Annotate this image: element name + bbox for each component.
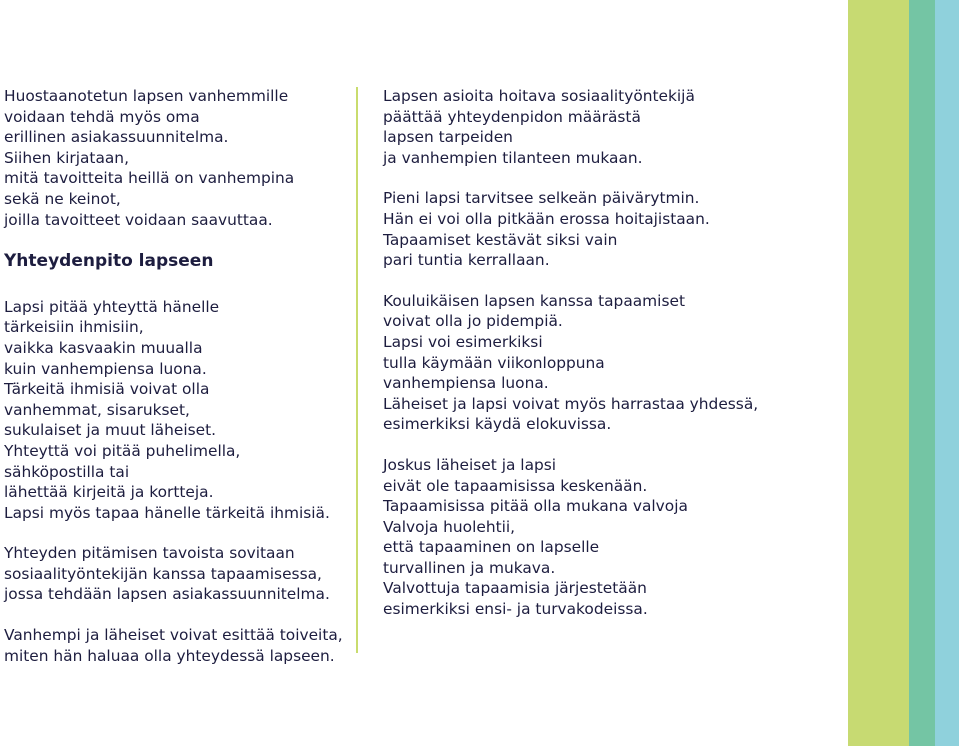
text-line: kuin vanhempiensa luona. — [4, 359, 207, 378]
decorative-stripe-teal — [909, 0, 935, 746]
text-line: Siihen kirjataan, — [4, 148, 129, 167]
text-line: lapsen tarpeiden — [383, 128, 513, 147]
text-line: esimerkiksi käydä elokuvissa. — [383, 415, 612, 434]
text-line: Valvoja huolehtii, — [383, 517, 516, 536]
intro-paragraph — [4, 86, 346, 230]
text-line: Lapsi myös tapaa hänelle tärkeitä ihmisiä. — [4, 503, 330, 522]
text-line: Kouluikäisen lapsen kanssa tapaamiset — [383, 291, 685, 310]
text-line: Tärkeitä ihmisiä voivat olla — [4, 380, 210, 399]
text-line: tulla käymään viikonloppuna — [383, 353, 605, 372]
text-line: Yhteyden pitämisen tavoista sovitaan — [4, 544, 295, 563]
text-line: Huostaanotetun lapsen vanhemmille — [4, 87, 289, 105]
wishes-paragraph — [4, 625, 346, 666]
text-line: turvallinen ja mukava. — [383, 558, 556, 577]
text-line: Tapaamiset kestävät siksi vain — [383, 230, 618, 249]
right-column — [383, 86, 813, 620]
small-child-paragraph — [383, 188, 813, 270]
text-line: voivat olla jo pidempiä. — [383, 312, 563, 331]
text-line: Vanhempi ja läheiset voivat esittää toiveita, — [4, 626, 343, 645]
text-line: Pieni lapsi tarvitsee selkeän päivärytmin. — [383, 189, 700, 208]
text-line: Hän ei voi olla pitkään erossa hoitajistaan. — [383, 209, 710, 228]
text-line: päättää yhteydenpidon määrästä — [383, 107, 641, 126]
contact-paragraph — [4, 297, 346, 524]
text-line: vanhemmat, sisarukset, — [4, 400, 190, 419]
text-line: sekä ne keinot, — [4, 189, 121, 208]
supervised-meetings-paragraph — [383, 455, 813, 620]
text-line: tärkeisiin ihmisiin, — [4, 318, 144, 337]
text-line: Lapsi pitää yhteyttä hänelle — [4, 297, 220, 316]
text-line: sukulaiset ja muut läheiset. — [4, 421, 217, 440]
text-line: miten hän haluaa olla yhteydessä lapseen. — [4, 646, 335, 665]
school-child-paragraph — [383, 291, 813, 435]
decorative-stripe-green — [848, 0, 909, 746]
text-line: sähköpostilla tai — [4, 462, 130, 481]
text-line: ja vanhempien tilanteen mukaan. — [383, 148, 643, 167]
text-line: joilla tavoitteet voidaan saavuttaa. — [4, 210, 273, 229]
text-line: Joskus läheiset ja lapsi — [383, 455, 557, 474]
left-column — [4, 86, 346, 666]
text-line: erillinen asiakassuunnitelma. — [4, 128, 229, 147]
text-line: mitä tavoitteita heillä on vanhempina — [4, 169, 295, 188]
text-line: Lapsen asioita hoitava sosiaalityöntekijä — [383, 87, 695, 105]
column-divider — [356, 87, 358, 653]
text-line: vanhempiensa luona. — [383, 374, 549, 393]
text-line: Lapsi voi esimerkiksi — [383, 332, 543, 351]
text-line: lähettää kirjeitä ja kortteja. — [4, 483, 214, 502]
text-line: vaikka kasvaakin muualla — [4, 338, 203, 357]
decision-paragraph — [383, 86, 813, 168]
decorative-stripe-blue — [935, 0, 959, 746]
agreement-paragraph — [4, 543, 346, 605]
text-line: esimerkiksi ensi- ja turvakodeissa. — [383, 600, 648, 619]
text-line: Tapaamisissa pitää olla mukana valvoja — [383, 497, 688, 516]
text-line: Valvottuja tapaamisia järjestetään — [383, 579, 647, 598]
text-line: jossa tehdään lapsen asiakassuunnitelma. — [4, 585, 330, 604]
text-line: pari tuntia kerrallaan. — [383, 251, 550, 270]
text-line: Yhteyttä voi pitää puhelimella, — [4, 441, 241, 460]
text-line: voidaan tehdä myös oma — [4, 107, 200, 126]
section-heading: Yhteydenpito lapseen — [4, 251, 214, 272]
text-line: eivät ole tapaamisissa keskenään. — [383, 476, 648, 495]
text-line: että tapaaminen on lapselle — [383, 538, 600, 557]
text-line: Läheiset ja lapsi voivat myös harrastaa yhdessä, — [383, 394, 759, 413]
text-line: sosiaalityöntekijän kanssa tapaamisessa, — [4, 564, 322, 583]
